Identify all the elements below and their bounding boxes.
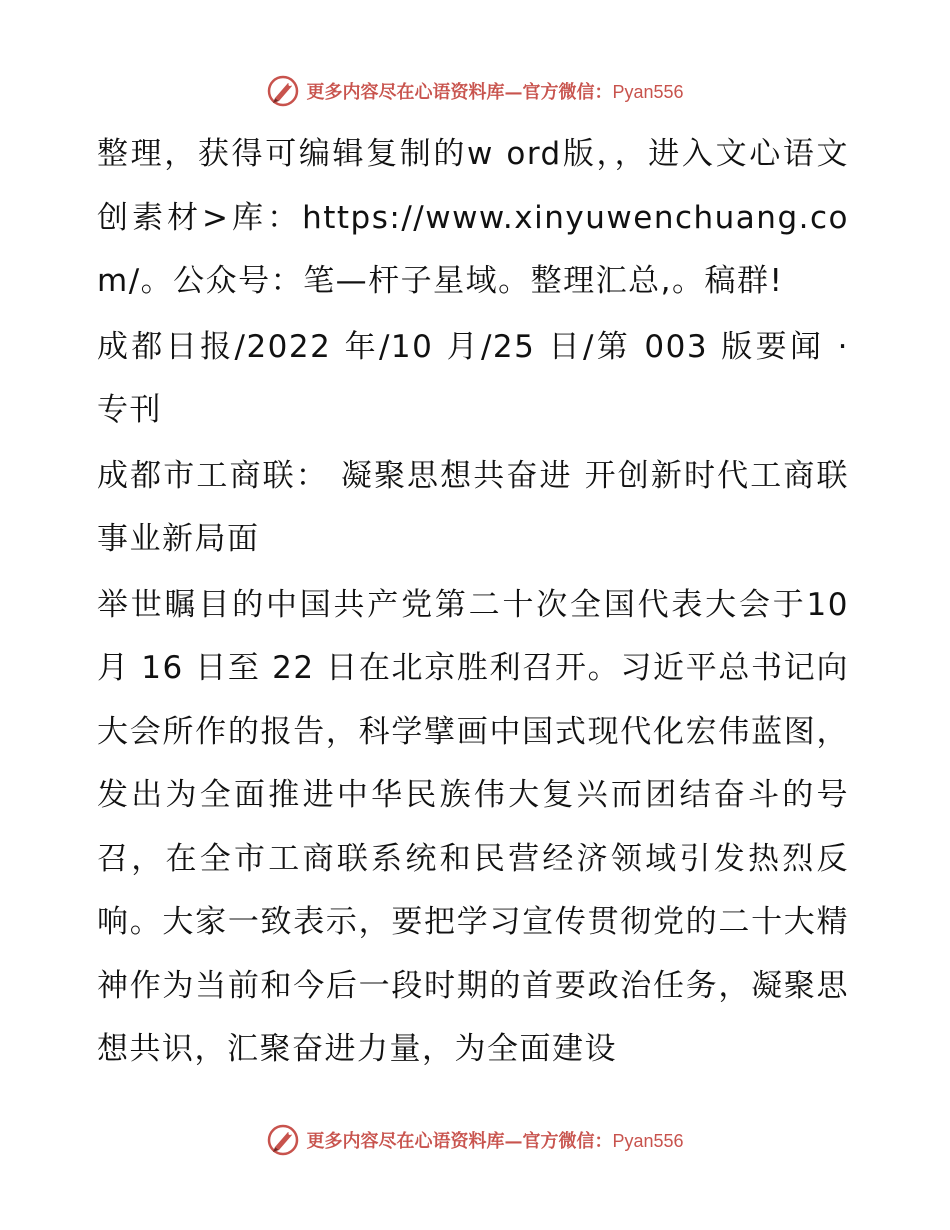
article-body-paragraph: 举世瞩目的中国共产党第二十次全国代表大会于10 月 16 日至 22 日在北京胜利召开。习近平总书记向大会所作的报告，科学擘画中国式现代化宏伟蓝图，发出为全面推进中华民族伟大复兴而团结奋斗的号召，在全市工商联系统和民营经济领域引发热烈反响。大家一致表示，要把学习宣传贯彻党的二十大精神作为当前和今后一段时期的首要政治任务，凝聚思想共识，汇聚奋进力量，为全面建设 — [97, 586, 849, 1067]
article-title: 成都市工商联： 凝聚思想共奋进 开创新时代工商联事业新局面 — [97, 457, 849, 557]
footer-banner — [0, 1120, 950, 1160]
banner-dash: — — [504, 1131, 523, 1152]
pen-logo-icon — [266, 74, 300, 108]
banner-text — [306, 1127, 683, 1153]
pen-logo-icon — [266, 1123, 300, 1157]
intro-paragraph: 整理，获得可编辑复制的w ord版，，进入文心语文创素材>库：https://www.xinyuwenchuang.com/。公众号：笔—杆子星域。整理汇总,。稿群! — [97, 136, 849, 299]
banner-wechat-id: Pyan556 — [612, 1131, 684, 1151]
banner-official-label: 官方微信： — [522, 82, 613, 103]
banner-wechat-id: Pyan556 — [612, 82, 684, 102]
banner-official-label: 官方微信： — [522, 1131, 613, 1152]
banner-main-text: 更多内容尽在心语资料库 — [306, 82, 505, 103]
banner-text — [306, 78, 683, 104]
source-line: 成都日报/2022 年/10 月/25 日/第 003 版要闻 · 专刊 — [97, 328, 849, 428]
document-body — [97, 123, 849, 1082]
header-banner — [0, 71, 950, 111]
banner-main-text: 更多内容尽在心语资料库 — [306, 1131, 505, 1152]
banner-dash: — — [504, 82, 523, 103]
